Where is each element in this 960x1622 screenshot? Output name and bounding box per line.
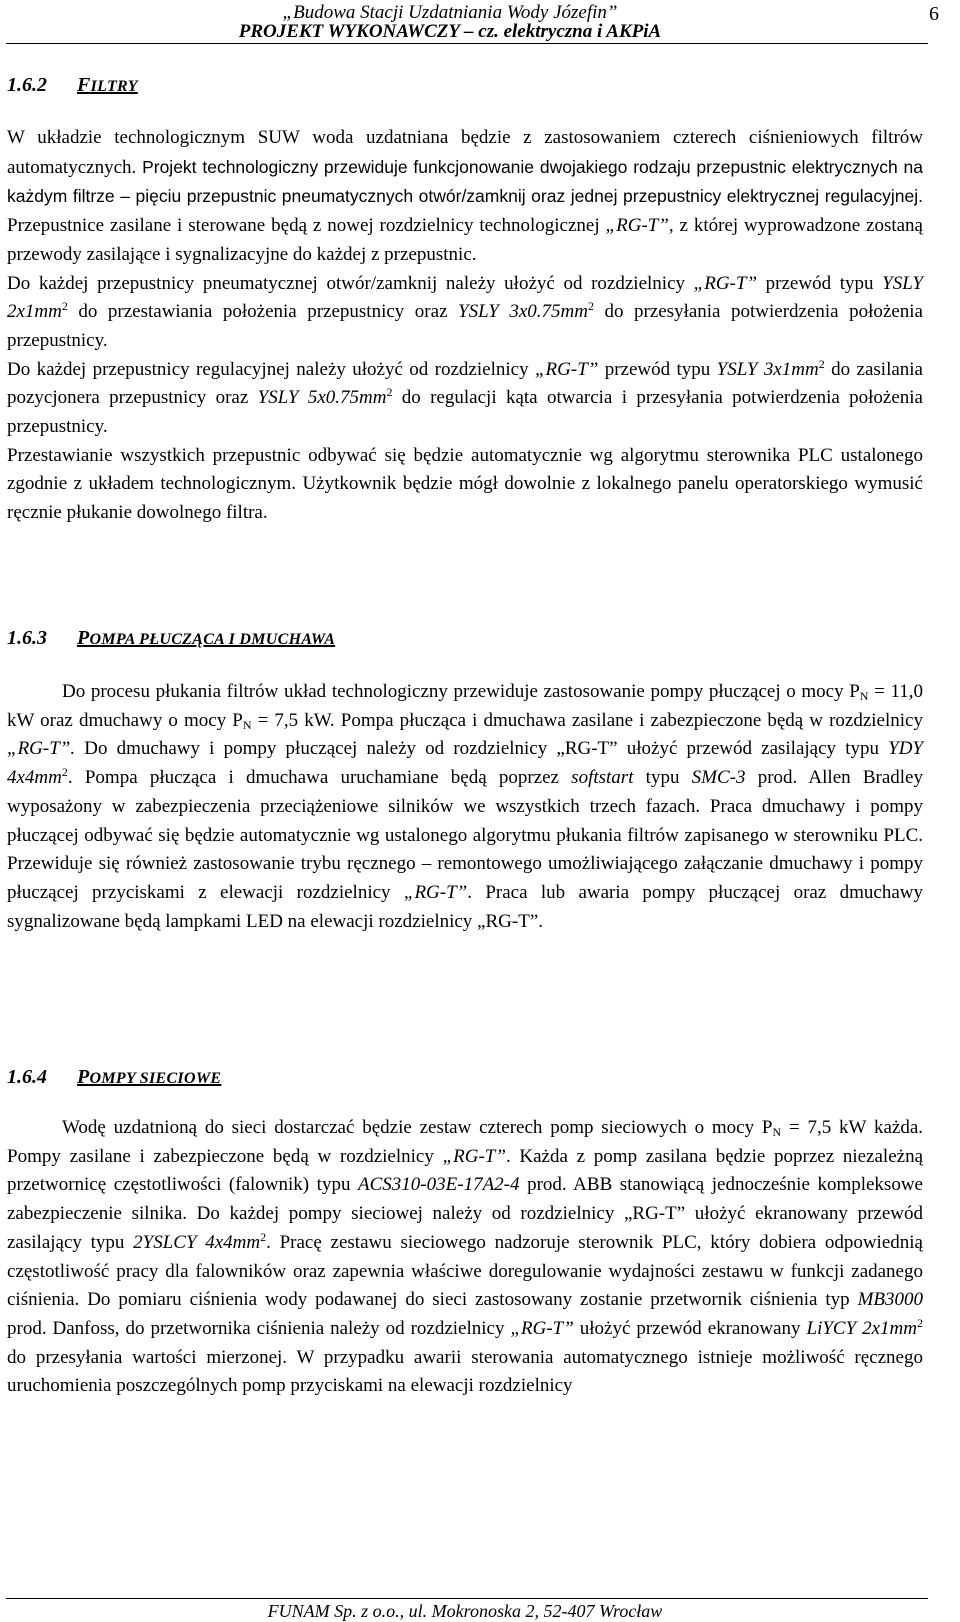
page-header: [0, 0, 960, 42]
footer-divider: [6, 1598, 928, 1599]
section-title: POMPY SIECIOWE: [77, 1066, 222, 1088]
section-1-6-4-body: [7, 1114, 923, 1401]
section-number: 1.6.3: [7, 627, 47, 649]
section-heading-1-6-3: [7, 626, 335, 652]
header-divider: [6, 43, 928, 44]
page-number: 6: [929, 3, 939, 25]
section-title: FILTRY: [77, 74, 138, 96]
paragraph-flush-pump-blower: Do procesu płukania filtrów układ technologiczny przewiduje zastosowanie pompy płuczącej o mocy $P_N = 11,0$ kW oraz dmuchawy o mocy $P_N = 7,5$ kW. Pompa płucząca i dmuchawa zasilane i zabezpieczone będą w rozdzielnicy „RG-T”. Do dmuchawy i pompy płuczącej należy od rozdzielnicy „RG-T” ułożyć przewód zasilający typu YDY $4x4mm^2$. Pompa płucząca i dmuchawa uruchamiane będą poprzez softstart typu SMC-3 prod. Allen Bradley wyposażony w zabezpieczenia przeciążeniowe silników we wszystkich trzech fazach. Praca dmuchawy i pompy płuczącej odbywać się będzie automatycznie wg ustalonego algorytmu płukania filtrów zapisanego w sterowniku PLC. Przewiduje się również zastosowanie trybu ręcznego – remontowego umożliwiającego załączanie dmuchawy i pompy płuczącej przyciskami z elewacji rozdzielnicy „RG-T”. Praca lub awaria pompy płuczącej oraz dmuchawy sygnalizowane będą lampkami LED na elewacji rozdzielnicy „RG-T”.: [7, 681, 923, 932]
section-number: 1.6.2: [7, 74, 47, 96]
section-1-6-2-body: [7, 124, 923, 528]
paragraph-control-valves: Do każdej przepustnicy regulacyjnej należy ułożyć od rozdzielnicy „RG-T” przewód typu YSLY $3x1mm^2$ do zasilania pozycjonera przepustnicy oraz YSLY $5x0.75mm^2$ do regulacji kąta otwarcia i przesyłania potwierdzenia położenia przepustnicy.: [7, 356, 923, 438]
section-heading-1-6-2: [7, 73, 138, 99]
paragraph-plc-automation: Przestawianie wszystkich przepustnic odbywać się będzie automatycznie wg algorytmu sterownika PLC ustalonego zgodnie z układem technologicznym. Użytkownik będzie mógł dowolnie z lokalnego panelu operatorskiego wymusić ręcznie płukanie dowolnego filtra.: [7, 444, 923, 524]
paragraph-network-pumps: Wodę uzdatnioną do sieci dostarczać będzie zestaw czterech pomp sieciowych o mocy $P_N = 7,5$ kW każda. Pompy zasilane i zabezpieczone będą w rozdzielnicy „RG-T”. Każda z pomp zasilana będzie poprzez niezależną przetwornicę częstotliwości (falownik) typu ACS310-03E-17A2-4 prod. ABB stanowiącą jednocześnie kompleksowe zabezpieczenie silnika. Do każdej pompy sieciowej należy od rozdzielnicy „RG-T” ułożyć ekranowany przewód zasilający typu 2YSLCY $4x4mm^2$. Pracę zestawu sieciowego nadzoruje sterownik PLC, który dobiera odpowiednią częstotliwość pracy dla falowników oraz zapewnia właściwe doregulowanie wydajności zestawu w funkcji zadanego ciśnienia. Do pomiaru ciśnienia wody podawanej do sieci zastosowany zostanie przetwornik ciśnienia typ MB3000 prod. Danfoss, do przetwornika ciśnienia należy od rozdzielnicy „RG-T” ułożyć przewód ekranowany LiYCY $2x1mm^2$ do przesyłania wartości mierzonej. W przypadku awarii sterowania automatycznego istnieje możliwość ręcznego uruchomienia poszczególnych pomp przyciskami na elewacji rozdzielnicy: [7, 1117, 923, 1397]
paragraph-filters-intro: W układzie technologicznym SUW woda uzdatniana będzie z zastosowaniem czterech ciśnieniowych filtrów automatycznych. Projekt technologiczny przewiduje funkcjonowanie dwojakiego rodzaju przepustnic elektrycznych na każdym filtrze – pięciu przepustnic pneumatycznych otwór/zamknij oraz jednej przepustnicy elektrycznej regulacyjnej. Przepustnice zasilane i sterowane będą z nowej rozdzielnicy technologicznej „RG-T”, z której wyprowadzone zostaną przewody zasilające i sygnalizacyjne do każdej z przepustnic.: [7, 127, 923, 265]
document-subtitle: PROJEKT WYKONAWCZY – cz. elektryczna i AKPiA: [238, 21, 662, 42]
page-footer: FUNAM Sp. z o.o., ul. Mokronoska 2, 52-407 Wrocław: [267, 1601, 663, 1621]
document-title: „Budowa Stacji Uzdatniania Wody Józefin”: [282, 2, 618, 23]
section-heading-1-6-4: [7, 1065, 221, 1091]
paragraph-pneumatic-valves: Do każdej przepustnicy pneumatycznej otwór/zamknij należy ułożyć od rozdzielnicy „RG-T” przewód typu YSLY $2x1mm^2$ do przestawiania położenia przepustnicy oraz YSLY $3x0.75mm^2$ do przesyłania potwierdzenia położenia przepustnicy.: [7, 272, 923, 351]
section-1-6-3-body: [7, 678, 923, 936]
section-number: 1.6.4: [7, 1066, 47, 1088]
section-title: POMPA PŁUCZĄCA I DMUCHAWA: [77, 627, 336, 649]
